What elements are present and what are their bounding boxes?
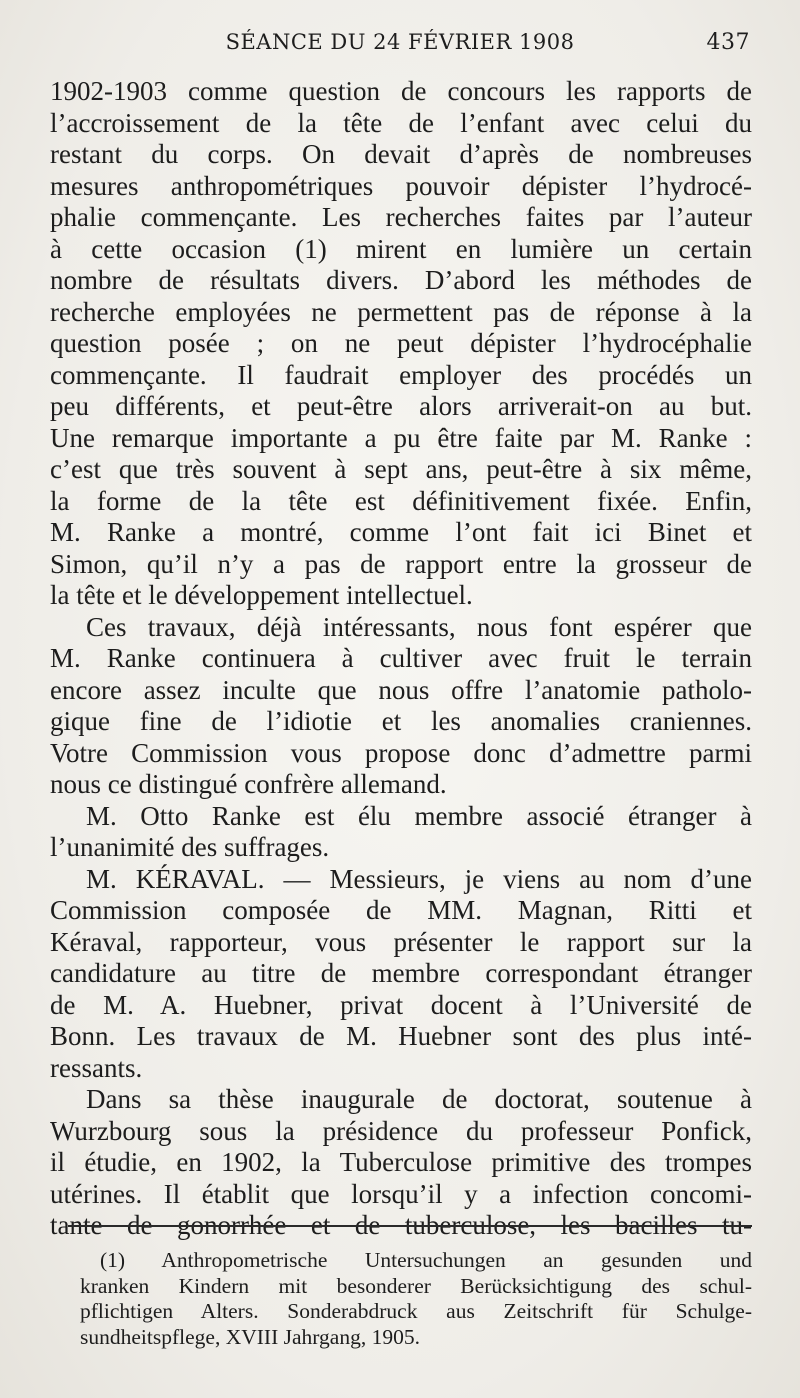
body-line: recherche employées ne permettent pas de réponse à la	[50, 296, 752, 327]
body-line: mesures anthropométriques pouvoir dépister l’hydrocé-	[50, 170, 752, 201]
running-header	[50, 30, 750, 66]
running-title: SÉANCE DU 24 FÉVRIER 1908	[225, 30, 575, 54]
body-line: nombre de résultats divers. D’abord les méthodes de	[50, 265, 752, 295]
body-line: question posée ; on ne peut dépister l’hydrocéphalie	[50, 328, 752, 358]
body-line: Ces travaux, déjà intéressants, nous font espérer que	[86, 611, 752, 642]
body-line: tante de gonorrhée et de tuberculose, les bacilles tu-	[50, 1210, 752, 1240]
footnote-line: kranken Kindern mit besonderer Berücksichtigung des schul-	[80, 1273, 752, 1298]
body-line: la tête et le développement intellectuel.	[50, 580, 473, 610]
body-line: Wurzbourg sous la présidence du professeur Ponfick,	[50, 1115, 752, 1146]
body-line: Votre Commission vous propose donc d’admettre parmi	[50, 737, 752, 768]
body-line: à cette occasion (1) mirent en lumière un certain	[50, 233, 752, 264]
footnote	[80, 1248, 752, 1350]
body-line: l’unanimité des suffrages.	[50, 832, 330, 862]
body-line: de M. A. Huebner, privat docent à l’Université de	[50, 989, 752, 1020]
body-text	[50, 76, 752, 1242]
body-line: Simon, qu’il n’y a pas de rapport entre la grosseur de	[50, 548, 752, 579]
body-line: nous ce distingué confrère allemand.	[50, 769, 447, 799]
footnote-line: sundheitspflege, XVIII Jahrgang, 1905.	[80, 1324, 420, 1349]
body-line: Dans sa thèse inaugurale de doctorat, soutenue à	[86, 1084, 752, 1114]
body-line: l’accroissement de la tête de l’enfant avec celui du	[50, 107, 752, 138]
page-number: 437	[706, 30, 750, 55]
body-line: M. Otto Ranke est élu membre associé étranger à	[86, 800, 752, 831]
body-line: peu différents, et peut-être alors arriverait-on au but.	[50, 391, 752, 421]
body-line: Une remarque importante a pu être faite par M. Ranke :	[50, 422, 752, 453]
footnote-line: pflichtigen Alters. Sonderabdruck aus Zeitschrift für Schulge-	[80, 1299, 752, 1323]
body-line: M. Ranke a montré, comme l’ont fait ici Binet et	[50, 517, 752, 547]
body-line: utérines. Il établit que lorsqu’il y a infection concomi-	[50, 1178, 752, 1209]
footnote-rule	[68, 1225, 752, 1227]
body-line: encore assez inculte que nous offre l’anatomie patholo-	[50, 674, 752, 705]
body-line: gique fine de l’idiotie et les anomalies craniennes.	[50, 706, 752, 736]
body-line: c’est que très souvent à sept ans, peut-être à six même,	[50, 454, 752, 484]
body-line: il étudie, en 1902, la Tuberculose primitive des trompes	[50, 1147, 752, 1177]
body-line: M. KÉRAVAL. — Messieurs, je viens au nom d’une	[86, 863, 752, 894]
body-line: candidature au titre de membre correspondant étranger	[50, 958, 752, 988]
body-line: Commission composée de MM. Magnan, Ritti et	[50, 895, 752, 925]
body-line: phalie commençante. Les recherches faites par l’auteur	[50, 202, 752, 232]
body-line: Kéraval, rapporteur, vous présenter le rapport sur la	[50, 926, 752, 957]
body-line: restant du corps. On devait d’après de nombreuses	[50, 139, 752, 169]
body-line: 1902-1903 comme question de concours les rapports de	[50, 76, 752, 106]
footnote-line: (1) Anthropometrische Untersuchungen an gesunden und	[100, 1248, 752, 1272]
body-line: Bonn. Les travaux de M. Huebner sont des plus inté-	[50, 1021, 752, 1051]
body-line: ressants.	[50, 1052, 143, 1083]
body-line: M. Ranke continuera à cultiver avec fruit le terrain	[50, 643, 752, 673]
body-line: la forme de la tête est définitivement fixée. Enfin,	[50, 485, 752, 516]
body-line: commençante. Il faudrait employer des procédés un	[50, 359, 752, 390]
